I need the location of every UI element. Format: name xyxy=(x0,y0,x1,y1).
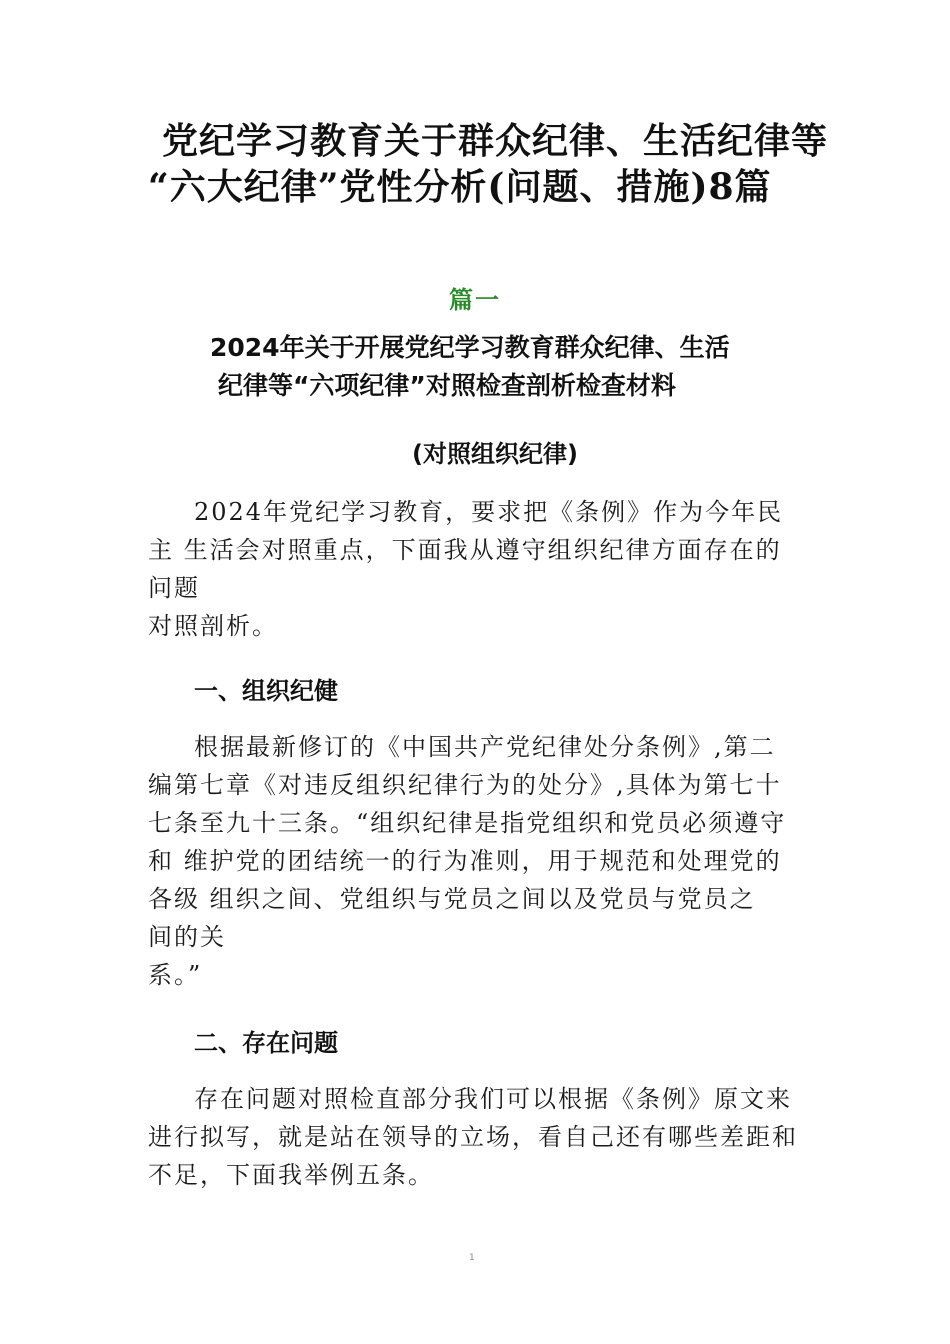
paragraph-line: 间的关 xyxy=(148,923,226,951)
intro-line: 主 生活会对照重点，下面我从遵守组织纪律方面存在的 xyxy=(148,536,782,564)
problems-paragraph xyxy=(148,1080,808,1194)
intro-line: 2024年党纪学习教育，要求把《条例》作为今年民 xyxy=(194,498,784,526)
title-line-1: 党纪学习教育关于群众纪律、生活纪律等 xyxy=(162,120,829,162)
title-line-2: “六大纪律”党性分析(问题、措施)8篇 xyxy=(148,166,772,208)
paragraph-line: 存在问题对照检直部分我们可以根据《条例》原文来 xyxy=(194,1085,792,1113)
paragraph-line: 七条至九十三条。“组织纪律是指党组织和党员必须遵守 xyxy=(148,809,787,837)
paren-note: (对照组织纪律) xyxy=(412,440,578,468)
page-number: 1 xyxy=(469,1253,475,1263)
paragraph-line: 系。” xyxy=(148,961,203,989)
paragraph-line: 根据最新修订的《中国共产党纪律处分条例》,第二 xyxy=(194,733,776,761)
document-title xyxy=(148,118,829,210)
intro-line: 对照剖析。 xyxy=(148,612,278,640)
paragraph-line: 不足，下面我举例五条。 xyxy=(148,1161,434,1189)
heading-existing-problems: 二、存在问题 xyxy=(194,1029,338,1057)
paragraph-line: 编第七章《对违反组织纪律行为的处分》,具体为第七十 xyxy=(148,771,782,799)
intro-line: 问题 xyxy=(148,574,200,602)
intro-paragraph xyxy=(148,493,808,645)
organization-paragraph xyxy=(148,728,808,994)
paragraph-line: 各级 组织之间、党组织与党员之间以及党员与党员之 xyxy=(148,885,756,913)
heading-organization-discipline: 一、组织纪健 xyxy=(194,677,338,705)
subtitle-line-2: 纪律等“六项纪律”对照检查剖析检查材料 xyxy=(218,371,676,400)
paragraph-line: 和 维护党的团结统一的行为准则，用于规范和处理党的 xyxy=(148,847,782,875)
subtitle-line-1: 2024年关于开展党纪学习教育群众纪律、生活 xyxy=(210,333,730,362)
section-tag: 篇一 xyxy=(449,285,501,314)
subtitle xyxy=(210,329,830,405)
paragraph-line: 进行拟写，就是站在领导的立场，看自己还有哪些差距和 xyxy=(148,1123,798,1151)
